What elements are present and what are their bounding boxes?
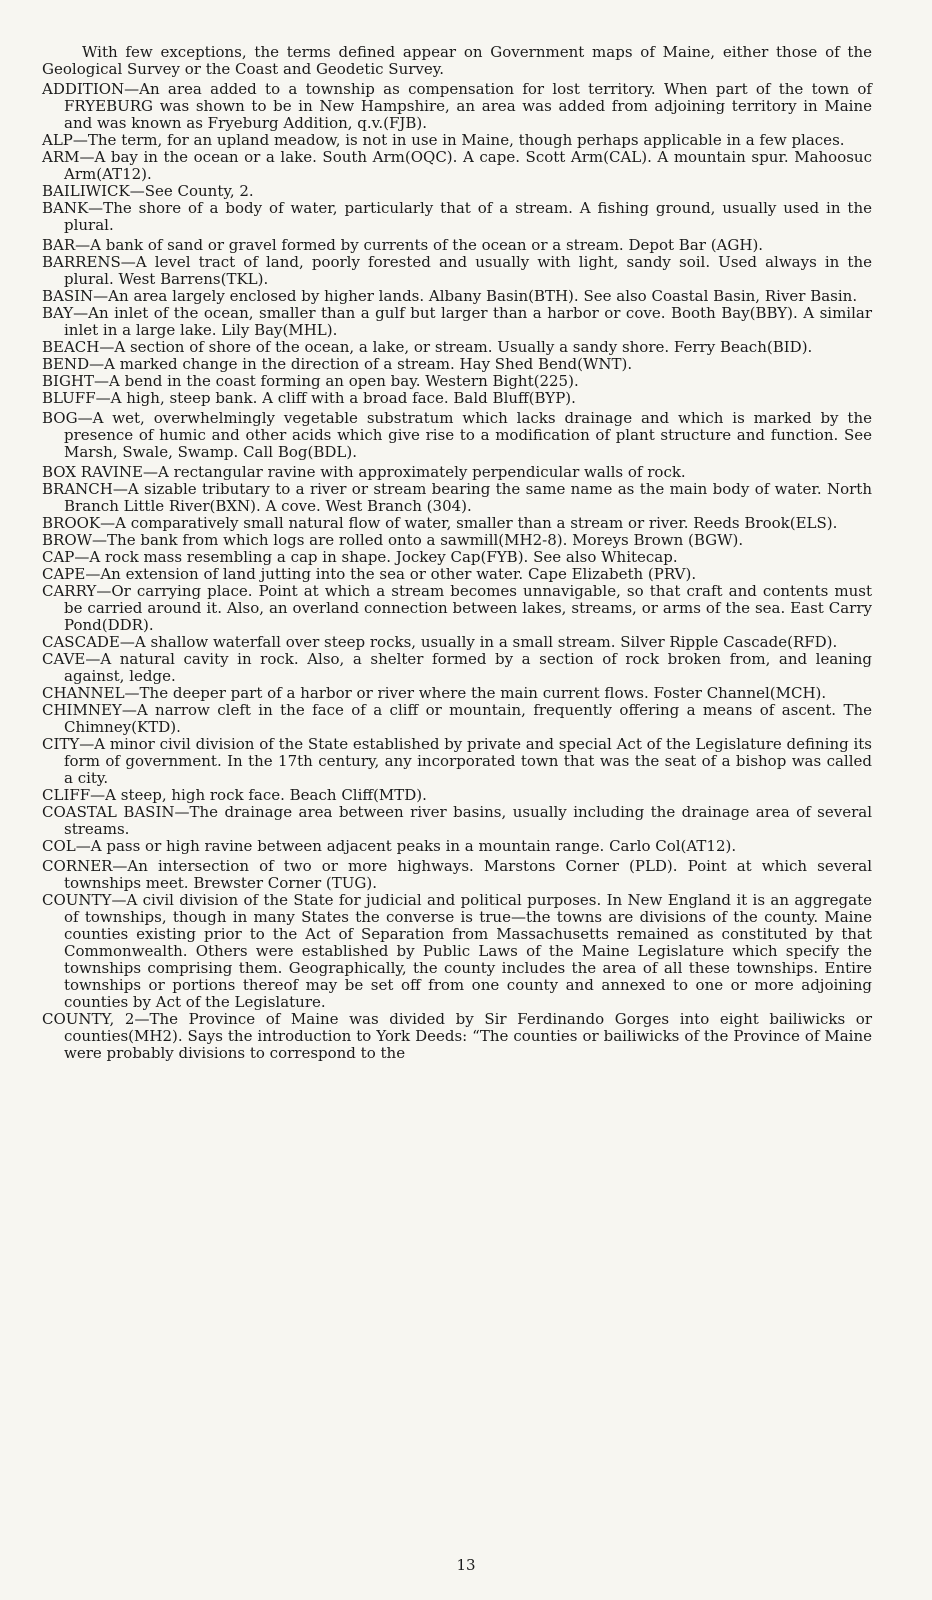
- glossary-entry: CITY—A minor civil division of the State established by private and special Act of the Legislature defining its form of government. In the 17th century, any incorporated town that was the seat of a bishop was called a city.: [42, 735, 872, 787]
- glossary-entry: BASIN—An area largely enclosed by higher lands. Albany Basin(BTH). See also Coastal Basin, River Basin.: [42, 287, 858, 305]
- page-number: 13: [456, 1556, 476, 1574]
- glossary-entry: BANK—The shore of a body of water, particularly that of a stream. A fishing ground, usually used in the plural.: [42, 199, 872, 234]
- glossary-entry: CHIMNEY—A narrow cleft in the face of a cliff or mountain, frequently offering a means of ascent. The Chimney(KTD).: [42, 701, 872, 736]
- glossary-entry: BLUFF—A high, steep bank. A cliff with a broad face. Bald Bluff(BYP).: [42, 389, 576, 407]
- glossary-entry: BROOK—A comparatively small natural flow of water, smaller than a stream or river. Reeds Brook(ELS).: [42, 514, 838, 532]
- glossary-entry: BIGHT—A bend in the coast forming an open bay. Western Bight(225).: [42, 372, 579, 390]
- intro-paragraph: With few exceptions, the terms defined appear on Government maps of Maine, either those of the Geological Survey or the Coast and Geodetic Survey.: [42, 43, 872, 78]
- glossary-entry: BOX RAVINE—A rectangular ravine with approximately perpendicular walls of rock.: [42, 463, 686, 481]
- glossary-entry: CAP—A rock mass resembling a cap in shape. Jockey Cap(FYB). See also Whitecap.: [42, 548, 678, 566]
- glossary-entry: BARRENS—A level tract of land, poorly forested and usually with light, sandy soil. Used always in the plural. West Barrens(TKL).: [42, 253, 872, 288]
- glossary-entry: BROW—The bank from which logs are rolled onto a sawmill(MH2-8). Moreys Brown (BGW).: [42, 531, 744, 549]
- glossary-page: [42, 44, 872, 1062]
- glossary-entry: CHANNEL—The deeper part of a harbor or river where the main current flows. Foster Channel(MCH).: [42, 684, 827, 702]
- glossary-entry: COL—A pass or high ravine between adjacent peaks in a mountain range. Carlo Col(AT12).: [42, 837, 737, 855]
- glossary-entry: BAY—An inlet of the ocean, smaller than a gulf but larger than a harbor or cove. Booth Bay(BBY). A similar inlet in a large lake. Lily Bay(MHL).: [42, 304, 872, 339]
- glossary-entry: ALP—The term, for an upland meadow, is not in use in Maine, though perhaps applicable in a few places.: [42, 131, 845, 149]
- glossary-entry: BAILIWICK—See County, 2.: [42, 182, 254, 200]
- glossary-entry: COUNTY, 2—The Province of Maine was divided by Sir Ferdinando Gorges into eight bailiwicks or counties(MH2). Says the introduction to York Deeds: “The counties or bailiwicks of the Province of Maine were probably divisions to correspond to the: [42, 1010, 872, 1062]
- glossary-entry: COASTAL BASIN—The drainage area between river basins, usually including the drainage area of several streams.: [42, 803, 872, 838]
- glossary-entry: COUNTY—A civil division of the State for judicial and political purposes. In New England it is an aggregate of townships, though in many States the converse is true—the towns are divisions of the county. Maine counties existing prior to the Act of Separation from Massachusetts remained as constituted by that Commonwealth. Others were established by Public Laws of the Maine Legislature which specify the townships comprising them. Geographically, the county includes the area of all these townships. Entire townships or portions thereof may be set off from one county and annexed to one or more adjoining counties by Act of the Legislature.: [42, 891, 872, 1011]
- glossary-entry: CASCADE—A shallow waterfall over steep rocks, usually in a small stream. Silver Ripple Cascade(RFD).: [42, 633, 838, 651]
- glossary-entry: CARRY—Or carrying place. Point at which a stream becomes unnavigable, so that craft and contents must be carried around it. Also, an overland connection between lakes, streams, or arms of the sea. East Carry Pond(DDR).: [42, 582, 872, 634]
- glossary-entry: BAR—A bank of sand or gravel formed by currents of the ocean or a stream. Depot Bar (AGH).: [42, 236, 764, 254]
- glossary-entry: CAVE—A natural cavity in rock. Also, a shelter formed by a section of rock broken from, and leaning against, ledge.: [42, 650, 872, 685]
- glossary-entry: CLIFF—A steep, high rock face. Beach Cliff(MTD).: [42, 786, 427, 804]
- glossary-entry: CORNER—An intersection of two or more highways. Marstons Corner (PLD). Point at which several townships meet. Brewster Corner (TUG).: [42, 857, 872, 892]
- glossary-entry: BRANCH—A sizable tributary to a river or stream bearing the same name as the main body of water. North Branch Little River(BXN). A cove. West Branch (304).: [42, 480, 872, 515]
- glossary-entry: ADDITION—An area added to a township as compensation for lost territory. When part of the town of FRYEBURG was shown to be in New Hampshire, an area was added from adjoining territory in Maine and was known as Fryeburg Addition, q.v.(FJB).: [42, 80, 872, 132]
- glossary-entry: BOG—A wet, overwhelmingly vegetable substratum which lacks drainage and which is marked by the presence of humic and other acids which give rise to a modification of plant structure and function. See Marsh, Swale, Swamp. Call Bog(BDL).: [42, 409, 872, 461]
- glossary-entry: ARM—A bay in the ocean or a lake. South Arm(OQC). A cape. Scott Arm(CAL). A mountain spur. Mahoosuc Arm(AT12).: [42, 148, 872, 183]
- glossary-entry: CAPE—An extension of land jutting into the sea or other water. Cape Elizabeth (PRV).: [42, 565, 697, 583]
- glossary-entries: [42, 81, 872, 1062]
- glossary-entry: BEACH—A section of shore of the ocean, a lake, or stream. Usually a sandy shore. Ferry Beach(BID).: [42, 338, 813, 356]
- glossary-entry: BEND—A marked change in the direction of a stream. Hay Shed Bend(WNT).: [42, 355, 633, 373]
